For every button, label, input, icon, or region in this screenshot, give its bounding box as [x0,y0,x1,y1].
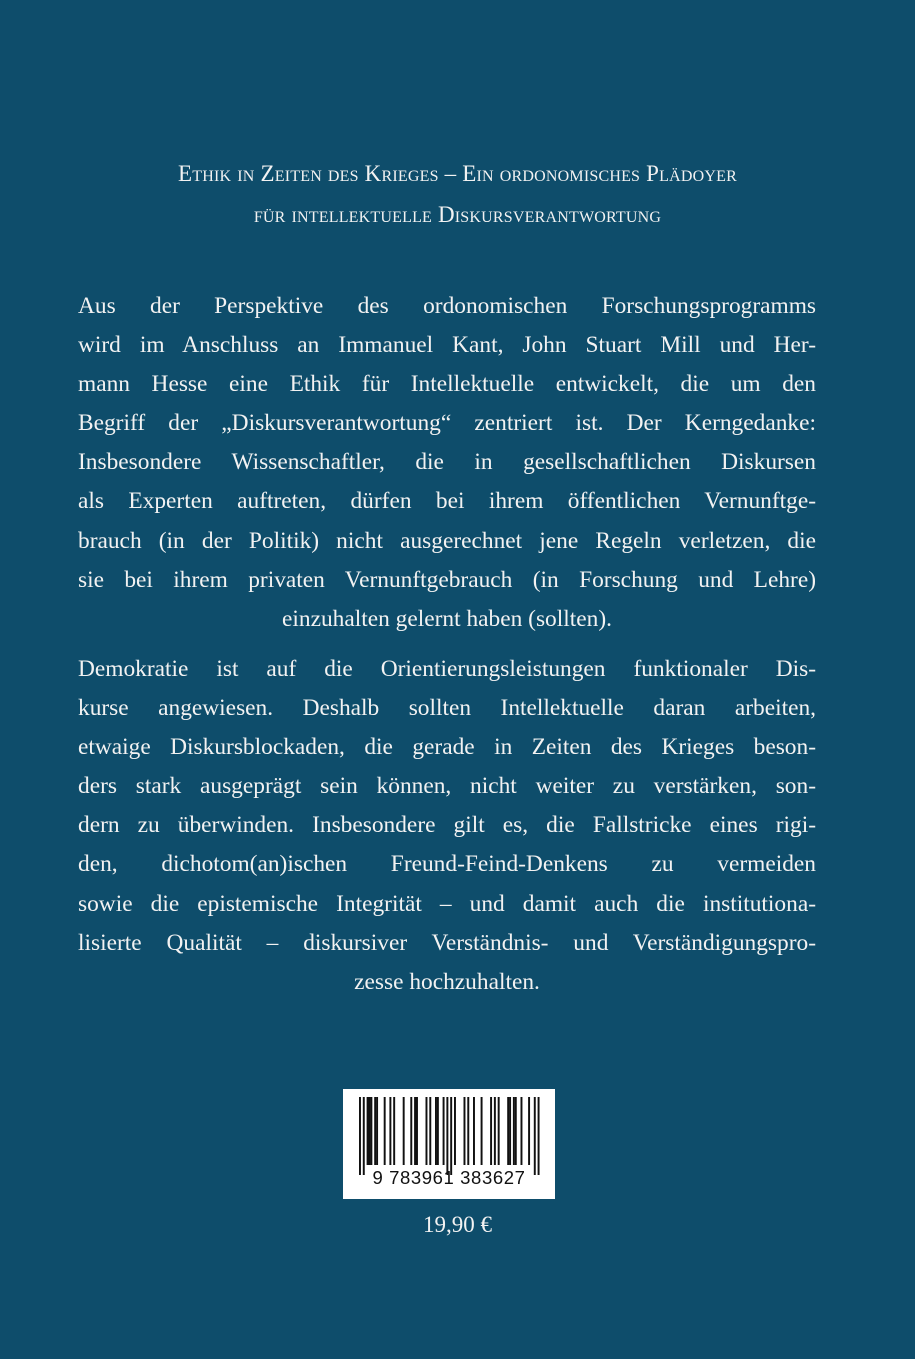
barcode-bar [450,1097,452,1175]
barcode-bar [515,1097,517,1165]
blurb-line: einzuhalten gelernt haben (sollten). [282,605,612,632]
blurb-paragraph-1 [78,287,816,639]
barcode-bar [376,1097,378,1165]
blurb-line: Aus der Perspektive des ordonomischen Forschungsprogramms [78,293,816,319]
barcode-bar [426,1097,428,1165]
blurb-line: dern zu überwinden. Insbesondere gilt es, die Fallstricke eines rigi- [78,812,816,839]
blurb-line: etwaige Diskursblockaden, die gerade in Zeiten des Krieges beson- [78,734,816,761]
barcode-bar [403,1097,405,1165]
price: 19,90 € [423,1212,492,1237]
blurb-line: kurse angewiesen. Deshalb sollten Intellektuelle daran arbeiten, [78,695,816,722]
book-title [0,153,915,235]
barcode-bar [374,1097,376,1165]
barcode-bar [416,1097,418,1165]
barcode-bar [367,1097,369,1165]
blurb-line: brauch (in der Politik) nicht ausgerechnet jene Regeln verletzen, die [78,527,816,554]
barcode-bar [414,1097,416,1165]
barcode-bar [446,1097,448,1175]
blurb-line: sowie die epistemische Integrität – und damit auch die institutiona- [78,890,816,917]
blurb-line: Begriff der „Diskursverantwortung“ zentriert ist. Der Kerngedanke: [78,410,816,437]
blurb-line: als Experten auftreten, dürfen bei ihrem öffentlichen Vernunftge- [78,488,816,515]
book-title-line-1: Ethik in Zeiten des Krieges – Ein ordonomisches Plädoyer [178,161,737,186]
barcode-bar [521,1097,523,1165]
blurb-line: zesse hochzuhalten. [354,968,540,995]
blurb-line: sie bei ihrem privaten Vernunftgebrauch (in Forschung und Lehre) [78,566,816,593]
barcode-bar [443,1097,445,1165]
barcode-bar [393,1097,395,1165]
barcode-bar [490,1097,492,1165]
barcode-bar [494,1097,496,1165]
barcode-bar [437,1097,439,1165]
barcode-bar [481,1097,483,1165]
blurb-line: Insbesondere Wissenschaftler, die in gesellschaftlichen Diskursen [78,449,816,476]
isbn-barcode [343,1089,555,1199]
barcode-bar [507,1097,509,1165]
blurb-line: wird im Anschluss an Immanuel Kant, John Stuart Mill und Her- [78,332,816,359]
barcode-bar [467,1097,469,1165]
barcode-bar [410,1097,412,1165]
book-title-line-2: für intellektuelle Diskursverantwortung [253,202,662,227]
barcode-bar [359,1097,361,1175]
barcode-bar [538,1097,540,1175]
barcode-bar [429,1097,431,1165]
barcode-bar [534,1097,536,1175]
barcode-bar [528,1097,530,1165]
barcode-bar [370,1097,372,1165]
barcode-bar [363,1097,365,1175]
blurb-line: den, dichotom(an)ischen Freund-Feind-Denkens zu vermeiden [78,851,816,878]
barcode-bar [513,1097,515,1165]
blurb-paragraph-2 [78,650,816,1002]
barcode-bar [435,1097,437,1165]
barcode-bar [369,1097,371,1165]
barcode-bar [384,1097,386,1165]
isbn-digits: 9 783961 383627 [372,1167,526,1188]
barcode-bar [464,1097,466,1165]
blurb-line: Demokratie ist auf die Orientierungsleistungen funktionaler Dis- [78,656,816,682]
blurb-line: mann Hesse eine Ethik für Intellektuelle entwickelt, die um den [78,371,816,398]
barcode-bar [509,1097,511,1165]
blurb-line: lisierte Qualität – diskursiver Verständnis- und Verständigungspro- [78,929,816,956]
barcode-bar [498,1097,500,1165]
blurb-line: ders stark ausgeprägt sein können, nicht weiter zu verstärken, son- [78,773,816,800]
barcode-bar [454,1097,456,1165]
barcode-bar [473,1097,475,1165]
barcode-bar [389,1097,391,1165]
